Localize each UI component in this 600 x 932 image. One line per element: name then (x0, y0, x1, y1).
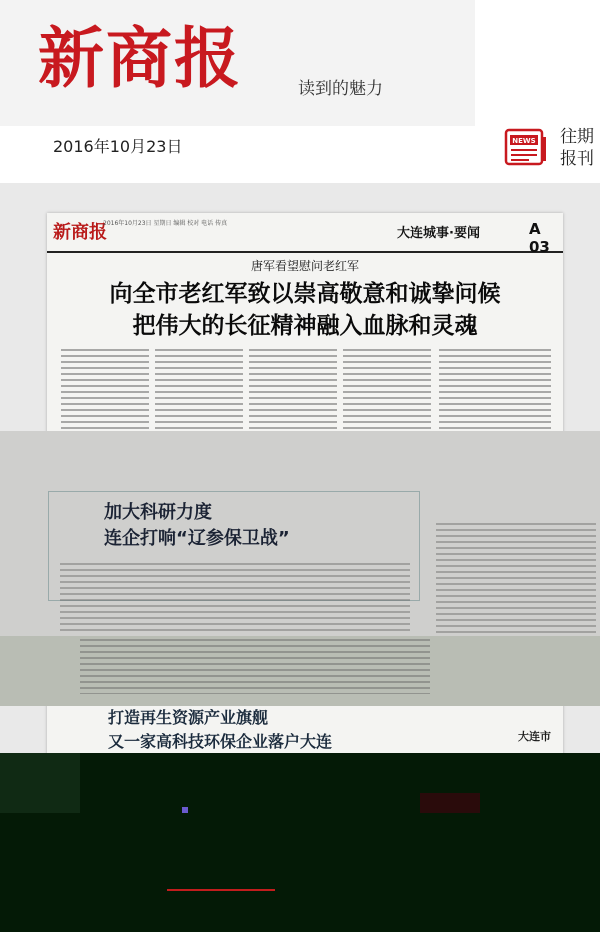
slogan: 读到的魅力 (298, 79, 383, 99)
page-section: 大连城事·要闻 (397, 226, 480, 241)
article-kicker: 唐军看望慰问老红军 (250, 259, 359, 273)
newspaper-logo[interactable]: 新商报 (38, 19, 242, 97)
brand-banner (0, 0, 475, 126)
archive-label-line1: 往期 (560, 127, 594, 147)
main-headline-line2[interactable]: 把伟大的长征精神融入血脉和灵魂 (132, 313, 478, 339)
right-column-body (436, 523, 596, 633)
svg-text:NEWS: NEWS (512, 137, 536, 145)
page-masthead (47, 213, 563, 256)
page-number: A 03 (529, 220, 550, 256)
archive-label-line2: 报刊 (560, 149, 594, 169)
page-logo: 新商报 (53, 222, 107, 243)
artifact-block (0, 753, 80, 813)
artifact-speck (182, 807, 188, 813)
sub-headline-line1[interactable]: 加大科研力度 (104, 502, 212, 523)
lower-headline-line1[interactable]: 打造再生资源产业旗舰 (108, 708, 269, 727)
publication-date: 2016年10月23日 (53, 137, 183, 156)
city-tag: 大连市 (518, 730, 551, 743)
newspaper-viewer[interactable] (0, 183, 600, 932)
artifact-block (420, 793, 480, 813)
page-meta: 2016年10月23日 星期日 编辑 校对 电话 传真 (103, 220, 228, 227)
app-header (0, 0, 600, 183)
artifact-red-line (167, 889, 275, 891)
past-issues-button[interactable] (504, 124, 600, 172)
render-artifact-dark-band (0, 753, 600, 932)
news-icon (504, 127, 548, 167)
sub-headline-line2[interactable]: 连企打响“辽参保卫战” (104, 528, 290, 549)
mid-article-body (80, 639, 430, 694)
main-headline-line1[interactable]: 向全市老红军致以崇高敬意和诚挚问候 (109, 281, 501, 307)
lower-headline-line2[interactable]: 又一家高科技环保企业落户大连 (108, 732, 333, 751)
sub-article-body (60, 563, 410, 633)
